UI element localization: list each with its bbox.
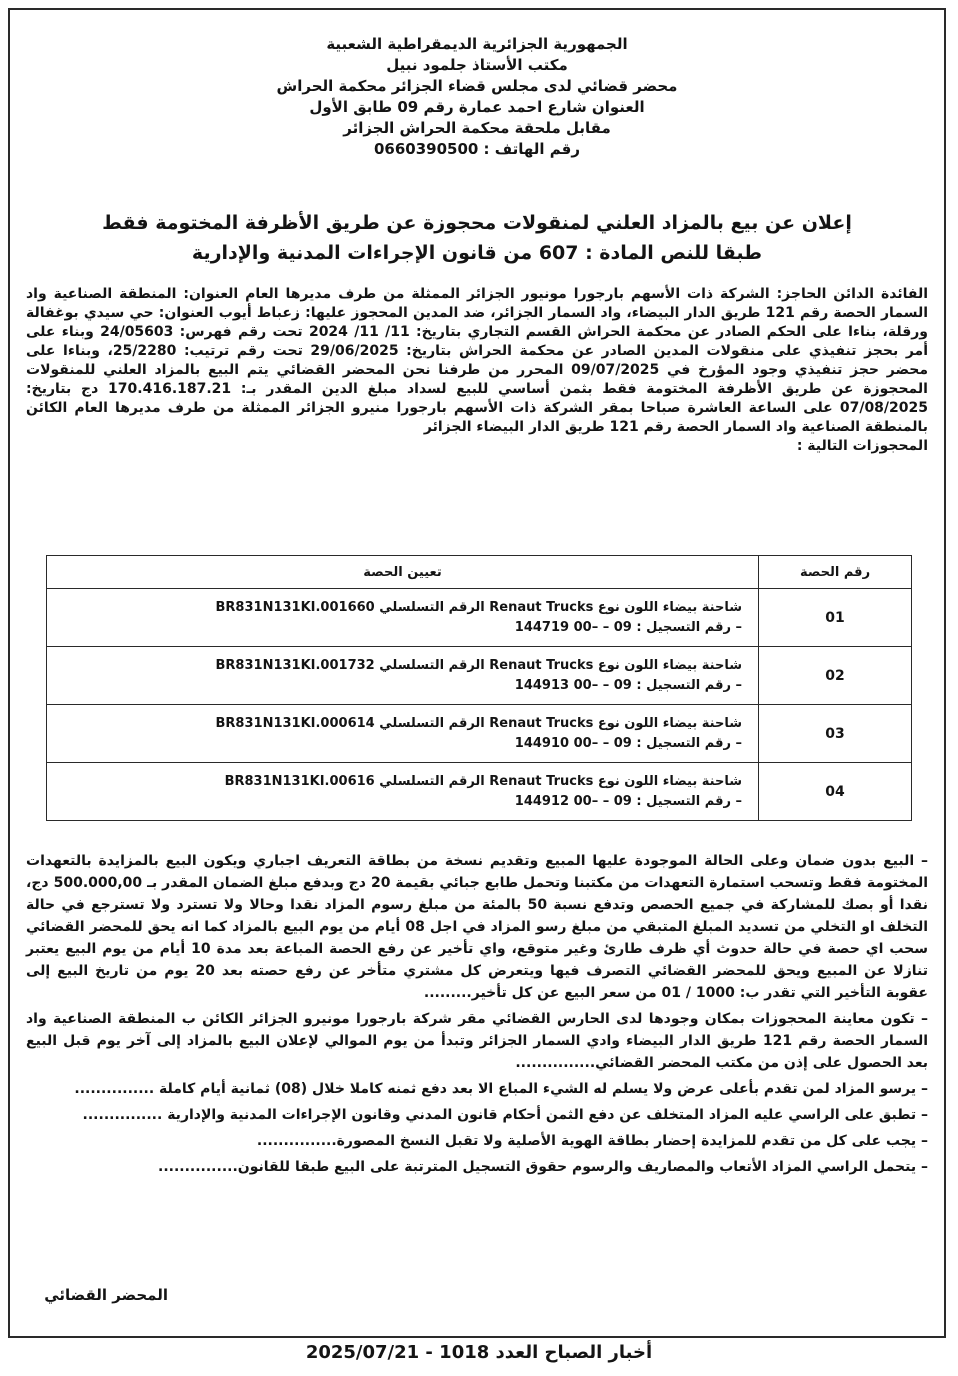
lot-number: 04 [759,763,912,821]
header-lot-description: تعيين الحصة [47,556,759,589]
condition-item: – تكون معاينة المحجوزات بمكان وجودها لدى الحارس القضائي مقر شركة بارجورا مونيرو الجزائر الكائن ب المنطقة الصناعية واد السمار الحصة رقم 121 طريق الدار البيضاء وادي السمار الجزائر وتبدأ من يوم الموالي لإعلان البيع بالمزاد إلى آخر يوم قبل البيع بعد الحصول على إذن من مكتب المحضر القضائي............... [26,1011,928,1071]
sale-conditions [26,850,928,1182]
lot-registration: – رقم التسجيل : 09 – –00 144910 [514,735,742,751]
items-intro: المحجوزات التالية : [796,438,928,454]
newspaper-footer: أخبار الصباح العدد 1018 - 2025/07/21 [305,1342,653,1363]
lot-number: 03 [759,705,912,763]
lot-registration: – رقم التسجيل : 09 – –00 144913 [514,677,742,693]
lot-registration: – رقم التسجيل : 09 – –00 144912 [514,793,742,809]
condition-item: – يتحمل الراسي المزاد الأتعاب والمصاريف والرسوم حقوق التسجيل المترتبة على البيع طبقا للقانون............... [158,1159,928,1175]
header-line: محضر قضائي لدى مجلس قضاء الجزائر محكمة الحراش [276,77,678,95]
title-line-2: طبقا للنص المادة : 607 من قانون الإجراءات المدنية والإدارية [191,242,763,264]
bailiff-signature: المحضر القضائي [44,1286,168,1304]
lot-description [47,589,759,647]
lot-vehicle: شاحنة بيضاء اللون نوع Renaut Trucks الرقم التسلسلي BR831N131KI.001732 [215,657,742,673]
header-line: مقابل ملحقة محكمة الحراش الجزائر [343,119,611,137]
header-line: رقم الهاتف : 0660390500 [373,140,581,158]
notice-body [26,285,928,456]
lot-description [47,647,759,705]
table-row [47,705,912,763]
condition-item: – تطبق على الراسي عليه المزاد المتخلف عن دفع الثمن أحكام قانون المدني وقانون الإجراءات المدنية والإدارية ............... [82,1107,928,1123]
table-row [47,589,912,647]
lots-table [46,555,912,821]
title-line-1: إعلان عن بيع بالمزاد العلني لمنقولات محجوزة عن طريق الأظرفة المختومة فقط [102,212,852,234]
auction-notice [8,8,946,1338]
header-lot-number: رقم الحصة [759,556,912,589]
body-paragraph: الفائدة الدائن الحاجز: الشركة ذات الأسهم بارجورا مونيور الجزائر الممثلة من طرف مديرها العام العنوان: المنطقة الصناعية واد السمار الحصة رقم 121 طريق الدار البيضاء، واد السمار الجزائر، ضد المدين المحجوز عليها: زعباط أيوب العنوان: حي سيدي بوغفالة ورقلة، بناءا على الحكم الصادر عن محكمة الحراش القسم التجاري بتاريخ: 11/ 11/ 2024 تحت رقم فهرس: 24/05603 وبناء على أمر بحجز تنفيذي على منقولات المدين الصادر عن محكمة الحراش بتاريخ: 29/06/2025 تحت رقم ترتيب: 25/2280، وبناءا على محضر حجز تنفيذي وجود المؤرخ في 09/07/2025 المحرر من طرفنا نحن المحضر القضائي يتم البيع بالمزاد العلني للمنقولات المحجوزة عن طريق الأظرفة المختومة فقط بثمن أساسي للبيع لسداد مبلغ الدين المقدر بـ: 170.416.187.21 دج بتاريخ: 07/08/2025 على الساعة العاشرة صباحا بمقر الشركة ذات الأسهم بارجورا منيرو الجزائر الممثلة من طرف مديرها العام الكائن بالمنطقة الصناعية واد السمار الحصة رقم 121 طريق الدار البيضاء الجزائر [26,286,929,435]
lot-description [47,763,759,821]
lot-description [47,705,759,763]
table-header-row [47,556,912,589]
header-line: العنوان شارع احمد عمارة رقم 09 طابق الأول [309,98,645,116]
condition-item: – يجب على كل من تقدم للمزايدة إحضار بطاقة الهوية الأصلية ولا تقبل النسخ المصورة............... [256,1133,928,1149]
lot-number: 02 [759,647,912,705]
bailiff-header [10,34,944,160]
table-row [47,647,912,705]
lot-vehicle: شاحنة بيضاء اللون نوع Renaut Trucks الرقم التسلسلي BR831N131KI.000614 [215,715,742,731]
lot-vehicle: شاحنة بيضاء اللون نوع Renaut Trucks الرقم التسلسلي BR831N131KI.001660 [215,599,742,615]
lot-registration: – رقم التسجيل : 09 – –00 144719 [514,619,742,635]
condition-item: – يرسو المزاد لمن تقدم بأعلى عرض ولا يسلم له الشيء المباع الا بعد دفع ثمنه كاملا خلال (08) ثمانية أيام كاملة ............... [74,1081,928,1097]
condition-item: – البيع بدون ضمان وعلى الحالة الموجودة عليها المبيع وتقديم نسخة من بطاقة التعريف اجباري ويكون البيع بالمزايدة بالتعهدات المختومة فقط وتسحب استمارة التعهدات من مكتبنا وتحمل طابع جبائي بقيمة 20 دج وبدفع مبلغ الضمان المقدر بـ 500.000,00 دج، نقدا أو بصك للمشاركة في جميع الحصص وتدفع نسبة 50 بالمئة من مبلغ رسوم المزاد نقدا وحالا ولا تسترد ولا تسترجع في حالة التخلف او التخلي من تسديد المبلغ المتبقي من مبلغ رسو المزاد في اجل 08 أيام من يوم البيع بالمزاد كما انه يحق للمحضر القضائي سحب اي حصة في حالة حدوث أي ظرف طارئ وغير متوقع، واي تأخير عن رفع الحصة المباعة بعد مدة 10 أيام من يوم البيع يعتبر تنازلا عن المبيع ويحق للمحضر القضائي التصرف فيها ويتعرض كل مشتري متأخر عن رفع حصته بعد 20 يوم من تاريخ البيع إلى عقوبة التأخير التي تقدر ب: 1000 / 01 من سعر البيع عن كل تأخير......... [26,853,929,1001]
lot-number: 01 [759,589,912,647]
header-line: الجمهورية الجزائرية الديمقراطية الشعبية [326,35,628,53]
header-line: مكتب الأستاذ جلمود نبيل [386,56,568,74]
lot-vehicle: شاحنة بيضاء اللون نوع Renaut Trucks الرقم التسلسلي BR831N131KI.00616 [224,773,742,789]
notice-title [10,208,944,268]
table-row [47,763,912,821]
